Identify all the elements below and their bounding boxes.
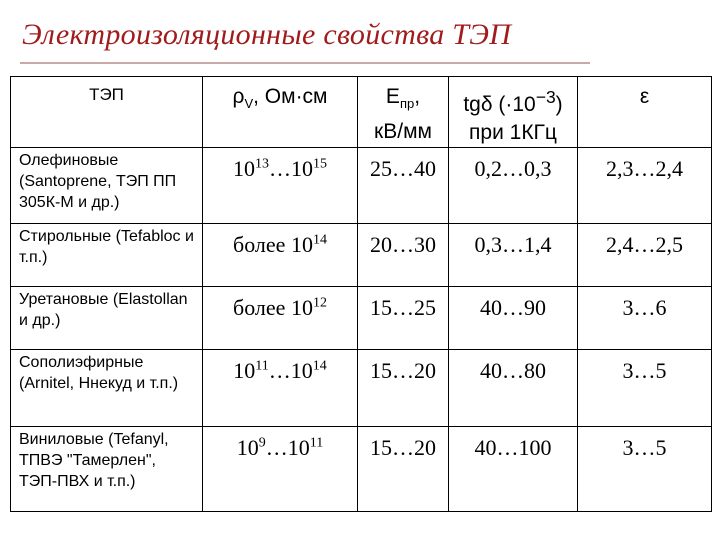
resistivity-value: более $10^{14}$: [203, 224, 358, 287]
material-name: Сополиэфирные (Arnitel, Ннекуд и т.п.): [11, 350, 203, 427]
material-name: Виниловые (Tefanyl, ТПВЭ "Тамерлен", ТЭП-ПВХ и т.п.): [11, 427, 203, 512]
permittivity-value: 3…5: [578, 427, 712, 512]
resistivity-value: $10^9\dots 10^{11}$: [203, 427, 358, 512]
header-loss-tangent: tgδ $(\cdot 10^{-3})$ при 1КГц: [449, 77, 578, 148]
permittivity-value: 2,3…2,4: [578, 148, 712, 224]
loss-tangent-value: 40…100: [449, 427, 578, 512]
table-row: [11, 427, 712, 512]
title-underline: [20, 62, 590, 64]
table-row: [11, 287, 712, 350]
breakdown-value: 15…20: [358, 427, 449, 512]
resistivity-value: более $10^{12}$: [203, 287, 358, 350]
permittivity-value: 3…5: [578, 350, 712, 427]
breakdown-value: 25…40: [358, 148, 449, 224]
material-name: Стирольные (Tefabloc и т.п.): [11, 224, 203, 287]
header-resistivity: $\rho_V$, Ом·см: [203, 77, 358, 148]
breakdown-value: 15…20: [358, 350, 449, 427]
resistivity-value: $10^{11}\dots 10^{14}$: [203, 350, 358, 427]
loss-tangent-value: 0,3…1,4: [449, 224, 578, 287]
loss-tangent-value: 40…90: [449, 287, 578, 350]
breakdown-value: 15…25: [358, 287, 449, 350]
loss-tangent-value: 40…80: [449, 350, 578, 427]
table-header-row: [11, 77, 712, 148]
header-permittivity: ε: [578, 77, 712, 148]
loss-tangent-value: 0,2…0,3: [449, 148, 578, 224]
table-row: [11, 148, 712, 224]
properties-table: [10, 76, 712, 512]
permittivity-value: 2,4…2,5: [578, 224, 712, 287]
table-row: [11, 350, 712, 427]
page-title: Электроизоляционные свойства ТЭП: [22, 18, 512, 51]
permittivity-value: 3…6: [578, 287, 712, 350]
material-name: Олефиновые (Santoprene, ТЭП ПП 305К-М и др.): [11, 148, 203, 224]
header-breakdown-strength: $E_{пр}$, кВ/мм: [358, 77, 449, 148]
header-name: ТЭП: [11, 77, 203, 148]
material-name: Уретановые (Elastollan и др.): [11, 287, 203, 350]
table-row: [11, 224, 712, 287]
breakdown-value: 20…30: [358, 224, 449, 287]
resistivity-value: $10^{13}\dots 10^{15}$: [203, 148, 358, 224]
